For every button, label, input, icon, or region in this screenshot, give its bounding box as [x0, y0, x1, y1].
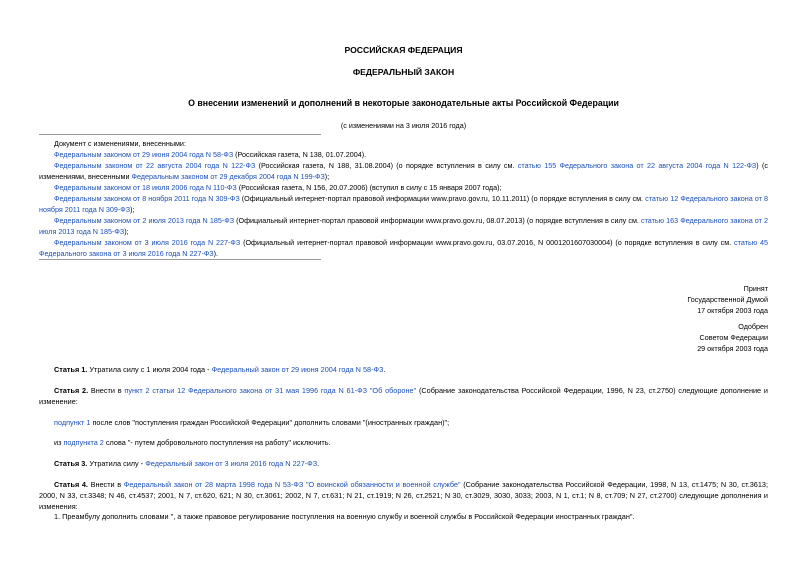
- change-link[interactable]: статью 155 Федерального закона от 22 августа 2004 года N 122-ФЗ: [517, 161, 757, 170]
- article-4-item-1: 1. Преамбулу дополнить словами ", а также правовое регулирование поступления на военную службу и военной службы в Российской Федерации иностранных граждан".: [54, 512, 635, 521]
- top-divider: [39, 134, 321, 135]
- change-item: Федеральным законом от 29 июня 2004 года N 58-ФЗ (Российская газета, N 138, 01.07.2004).: [54, 150, 367, 159]
- change-item: Федеральным законом от 18 июля 2006 года N 110-ФЗ (Российская газета, N 156, 20.07.2006) (вступил в силу с 15 января 2007 года);: [54, 183, 502, 192]
- change-link[interactable]: статью 163 Федерального закона от 2 июля 2013 года N 185-ФЗ: [39, 216, 769, 236]
- subitem-link[interactable]: подпункт 1: [54, 418, 91, 427]
- change-link[interactable]: Федеральным законом от 29 июня 2004 года N 58-ФЗ: [54, 150, 234, 159]
- change-link[interactable]: статью 12 Федерального закона от 8 ноября 2011 года N 309-ФЗ: [39, 194, 768, 214]
- article-3: Статья 3. Утратила силу - Федеральный закон от 3 июля 2016 года N 227-ФЗ.: [54, 459, 320, 468]
- document-title: О внесении изменений и дополнений в некоторые законодательные акты Российской Федерации: [188, 98, 619, 108]
- article-link[interactable]: Федеральный закон от 28 марта 1998 года N 53-ФЗ "О воинской обязанности и военной службе": [123, 480, 461, 489]
- article-2-item-1: подпункт 1 после слов "поступления граждан Российской Федерации" дополнить словами "(иностранных граждан)";: [54, 418, 450, 427]
- article-label: Статья 4.: [54, 480, 88, 489]
- change-item: Федеральным законом от 22 августа 2004 года N 122-ФЗ (Российская газета, N 188, 31.08.2004) (о порядке вступления в силу см. статью 155 Федерального закона от 22 августа 2004 года N 122-ФЗ) (с изменениями, внесенными Федеральным законом от 29 декабря 2004 года N 199-ФЗ);: [39, 161, 768, 181]
- change-link[interactable]: Федеральным законом от 29 декабря 2004 года N 199-ФЗ: [131, 172, 325, 181]
- article-2-item-2: из подпункта 2 слова "- путем добровольного поступления на работу" исключить.: [54, 438, 331, 447]
- change-link[interactable]: Федеральным законом от 22 августа 2004 года N 122-ФЗ: [54, 161, 256, 170]
- article-label: Статья 1.: [54, 365, 88, 374]
- article-1: Статья 1. Утратила силу с 1 июля 2004 года - Федеральный закон от 29 июня 2004 года N 58-ФЗ.: [54, 365, 386, 374]
- change-link[interactable]: Федеральным законом от 18 июля 2006 года N 110-ФЗ: [54, 183, 237, 192]
- article-4: Статья 4. Внести в Федеральный закон от 28 марта 1998 года N 53-ФЗ "О воинской обязанности и военной службе" (Собрание законодательства Российской Федерации, 1998, N 13, ст.1475; N 30, ст.3613; 2000, N 33, ст.3348; N 46, ст.4537; 2001, N 7, ст.620, 621; N 30, ст.3061; 2002, N 7, ст.631; N 21, ст.1919; N 26, ст.2521; N 30, ст.3029, 3030, 3033; 2003, N 1, ст.1; N 8, ст.709; N 27, ст.2700) следующие дополнения и изменения:: [39, 480, 768, 511]
- article-link[interactable]: пункт 2 статьи 12 Федерального закона от 31 мая 1996 года N 61-ФЗ "Об обороне": [124, 386, 417, 395]
- change-link[interactable]: Федеральным законом от 2 июля 2013 года N 185-ФЗ: [54, 216, 235, 225]
- article-link[interactable]: Федеральный закон от 29 июня 2004 года N 58-ФЗ: [211, 365, 384, 374]
- change-item: Федеральным законом от 2 июля 2013 года N 185-ФЗ (Официальный интернет-портал правовой информации www.pravo.gov.ru, 08.07.2013) (о порядке вступления в силу см. статью 163 Федерального закона от 2 июля 2013 года N 185-ФЗ);: [39, 216, 769, 236]
- bottom-divider: [39, 259, 321, 260]
- article-link[interactable]: Федеральный закон от 3 июля 2016 года N 227-ФЗ: [145, 459, 318, 468]
- change-link[interactable]: Федеральным законом от 3 июля 2016 года N 227-ФЗ: [54, 238, 241, 247]
- article-label: Статья 3.: [54, 459, 88, 468]
- change-item: Федеральным законом от 3 июля 2016 года N 227-ФЗ (Официальный интернет-портал правовой информации www.pravo.gov.ru, 03.07.2016, N 0001201607030004) (о порядке вступления в силу см. статью 45 Федерального закона от 3 июля 2016 года N 227-ФЗ).: [39, 238, 768, 258]
- country-heading: РОССИЙСКАЯ ФЕДЕРАЦИЯ: [344, 45, 463, 55]
- change-link[interactable]: статью 45 Федерального закона от 3 июля 2016 года N 227-ФЗ: [39, 238, 768, 258]
- duma-adoption: Принят Государственной Думой 17 октября 2003 года: [687, 284, 768, 315]
- edition-note: (с изменениями на 3 июля 2016 года): [340, 121, 467, 130]
- subitem-link[interactable]: подпункта 2: [63, 438, 104, 447]
- change-item: Федеральным законом от 8 ноября 2011 года N 309-ФЗ (Официальный интернет-портал правовой информации www.pravo.gov.ru, 10.11.2011) (о порядке вступления в силу см. статью 12 Федерального закона от 8 ноября 2011 года N 309-ФЗ);: [39, 194, 768, 214]
- changes-block: [39, 138, 768, 259]
- council-approval: Одобрен Советом Федерации 29 октября 2003 года: [697, 322, 768, 353]
- law-type-heading: ФЕДЕРАЛЬНЫЙ ЗАКОН: [352, 67, 455, 77]
- article-label: Статья 2.: [54, 386, 89, 395]
- change-link[interactable]: Федеральным законом от 8 ноября 2011 года N 309-ФЗ: [54, 194, 240, 203]
- article-2: Статья 2. Внести в пункт 2 статьи 12 Федерального закона от 31 мая 1996 года N 61-ФЗ "Об обороне" (Собрание законодательства Российской Федерации, 1996, N 23, ст.2750) следующие дополнение и изменение:: [39, 386, 768, 406]
- changes-intro: Документ с изменениями, внесенными:: [54, 139, 186, 148]
